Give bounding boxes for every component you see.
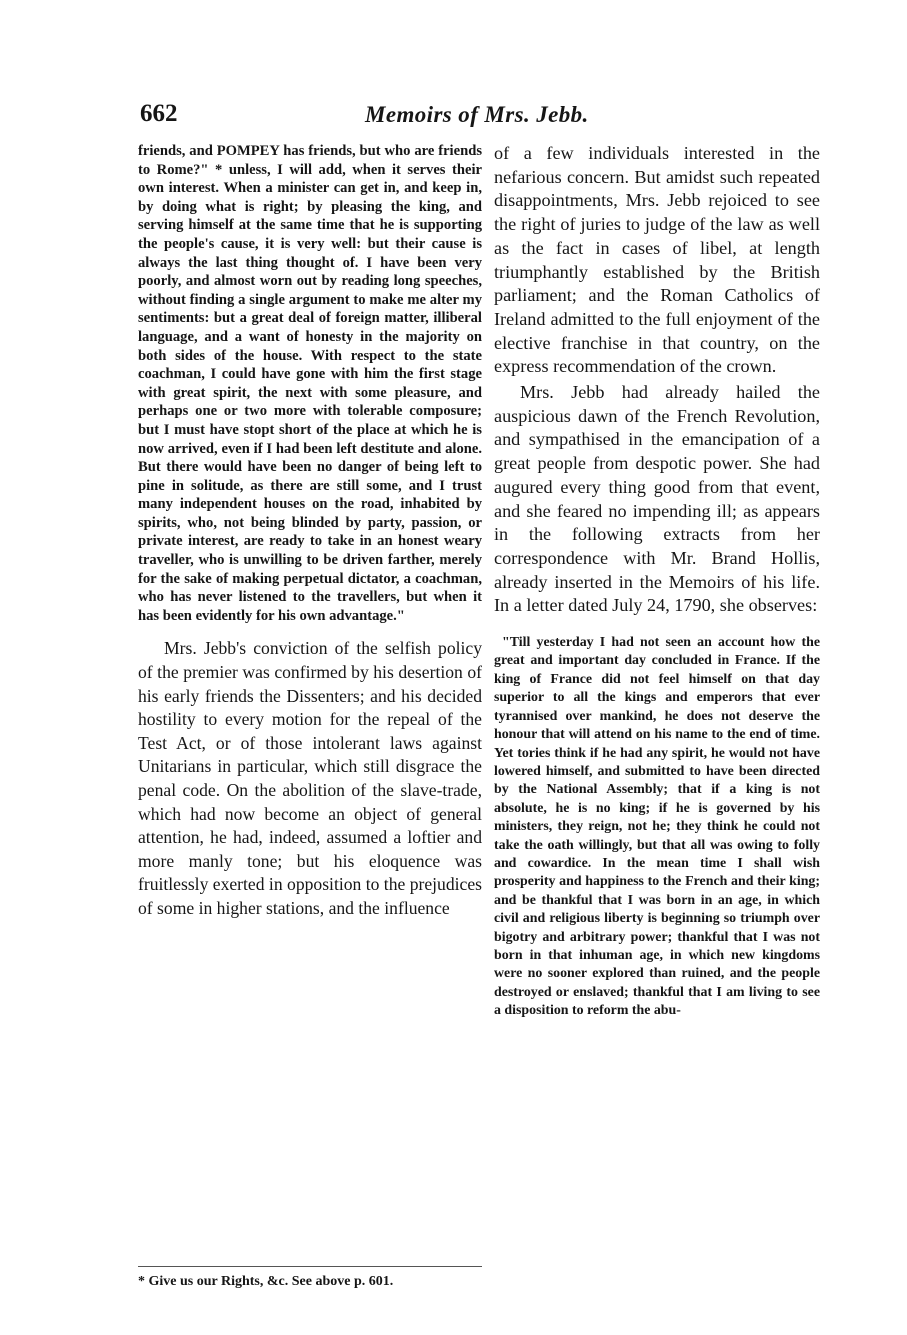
quoted-letter: "Till yesterday I had not seen an account how the great and important day concluded in France. If the king of France did not feel himself on that day superior to all the kings and emperors that ever tyrannised over mankind, he does not deserve the honour that will attend on his name to the end of time. Yet tories think if he had any spirit, he would not have lowered himself, and submitted to have been directed by the National Assembly; that if a king is not absolute, he is no king; if he is governed by his ministers, they reign, not he; they think he could not take the oath willingly, but that all was owing to folly and cowardice. In the mean time I shall wish prosperity and happiness to the French and their king; and be thankful that I was born in an age, in which civil and religious liberty is beginning so triumph over bigotry and arbitrary power; thankful that I was not born in that inhuman age, in which new kingdoms were no sooner explored than ruined, and the people destroyed or enslaved; thankful that I am living to see a disposition to reform the abu- — [494, 635, 820, 1019]
running-head — [140, 100, 820, 140]
page-number: 662 — [140, 100, 178, 127]
footnote: * Give us our Rights, &c. See above p. 601. — [138, 1274, 394, 1289]
footnote-divider — [138, 1266, 482, 1267]
body-paragraph-premier: Mrs. Jebb's conviction of the selfish policy of the premier was confirmed by his desertion of his early friends the Dissenters; and his decided hostility to every motion for the repeal of the Test Act, or of those intolerant laws against Unitarians in particular, which still disgrace the penal code. On the abolition of the slave-trade, which had now become an object of general attention, he had, indeed, assumed a loftier and more manly tone; but his eloquence was fruitlessly exerted in opposition to the prejudices of some in higher stations, and the influence — [138, 638, 482, 918]
left-column — [138, 142, 482, 921]
right-column — [494, 142, 820, 1021]
body-paragraph-juries: of a few individuals interested in the nefarious concern. But amidst such repeated disappointments, Mrs. Jebb rejoiced to see the right of juries to judge of the law as well as the fact in cases of libel, at length triumphantly established by the British parliament; and the Roman Catholics of Ireland admitted to the full enjoyment of the elective franchise in that country, on the express recommendation of the crown. — [494, 143, 820, 377]
running-title: Memoirs of Mrs. Jebb. — [365, 102, 589, 127]
letter-continuation: friends, and POMPEY has friends, but who are friends to Rome?" * unless, I will add, when it serves their own interest. When a minister can get in, and keep in, by doing what is right; by pleasing the king, and serving himself at the same time that he is supporting the people's cause, it is very well: but their cause is always the last thing thought of. I have been very poorly, and almost worn out by reading long speeches, without finding a single argument to make me alter my sentiments: but a great deal of foreign matter, illiberal language, and a want of honesty in the majority on both sides of the house. With respect to the state coachman, I could have gone with him the first stage with great spirit, the next with some pleasure, and perhaps one or two more with tolerable composure; but I must have stopt short of the place at which he is now arrived, even if I had been left destitute and alone. But there would have been no danger of being left to pine in solitude, as there are still some, and I trust many independent houses on the road, inhabited by spirits, who, not being blinded by party, passion, or private interest, are ready to take in an honest weary traveller, who is unwilling to be driven farther, merely for the sake of making perpetual dictator, a coachman, who has never listened to the travellers, but when it has been evidently for his own advantage." — [138, 143, 482, 624]
body-paragraph-revolution: Mrs. Jebb had already hailed the auspicious dawn of the French Revolution, and sympathised in the emancipation of a great people from despotic power. She had augured every thing good from that event, and she feared no impending ill; as appears in the following extracts from her correspondence with Mr. Brand Hollis, already inserted in the Memoirs of his life. In a letter dated July 24, 1790, she observes: — [494, 382, 820, 616]
